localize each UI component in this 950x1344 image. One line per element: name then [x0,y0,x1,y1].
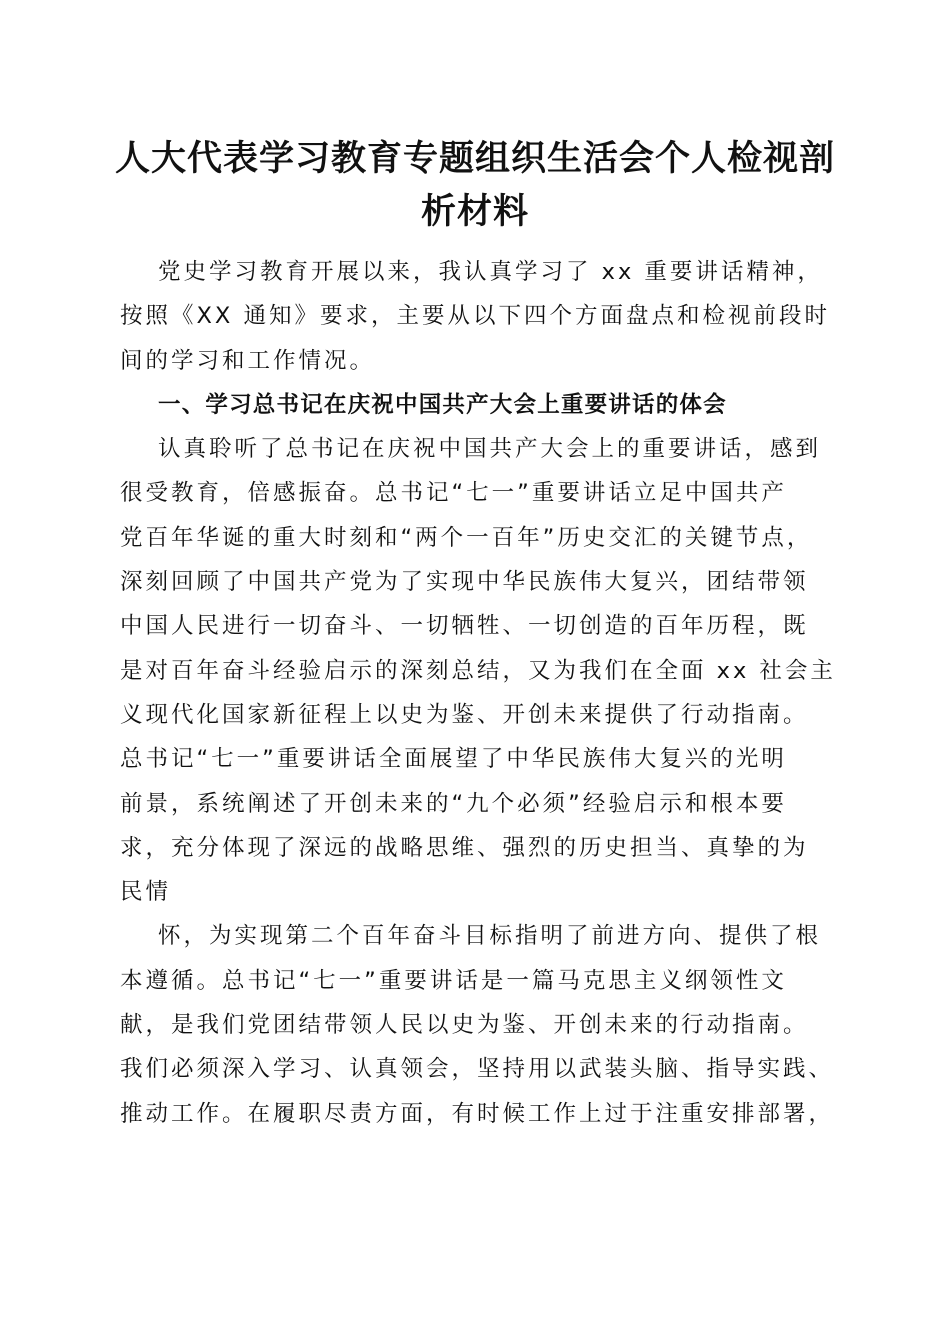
body-line: 间的学习和工作情况。 [120,347,376,374]
body-line: 怀，为实现第二个百年奋斗目标指明了前进方向、提供了根 [158,923,822,950]
body-line: 中国人民进行一切奋斗、一切牺牲、一切创造的百年历程，既 [120,613,809,640]
body-line: 民情 [120,879,172,906]
body-line: 党史学习教育开展以来，我认真学习了 xx 重要讲话精神， [158,259,823,285]
title-line-1: 人大代表学习教育专题组织生活会个人检视剖 [114,138,835,179]
body-line: 我们必须深入学习、认真领会，坚持用以武装头脑、指导实践、 [120,1056,835,1083]
body-line: 本遵循。总书记“七一”重要讲话是一篇马克思主义纲领性文 [120,967,787,994]
document-title [110,132,840,238]
document-body [120,250,840,1136]
body-line: 总书记“七一”重要讲话全面展望了中华民族伟大复兴的光明 [120,746,787,773]
body-line: 很受教育，倍感振奋。总书记“七一”重要讲话立足中国共产 [120,480,787,507]
title-line-2: 析材料 [420,191,529,232]
body-line: 求，充分体现了深远的战略思维、强烈的历史担当、真挚的为 [120,834,809,861]
body-line: 认真聆听了总书记在庆祝中国共产大会上的重要讲话，感到 [158,436,822,463]
body-line: 按照《XX 通知》要求，主要从以下四个方面盘点和检视前段时 [120,303,830,330]
body-line: 推动工作。在履职尽责方面，有时候工作上过于注重安排部署， [120,1100,835,1127]
body-line: 献，是我们党团结带领人民以史为鉴、开创未来的行动指南。 [120,1012,809,1039]
section-heading: 一、学习总书记在庆祝中国共产大会上重要讲话的体会 [158,391,727,418]
body-line: 前景，系统阐述了开创未来的“九个必须”经验启示和根本要 [120,790,787,817]
body-line: 党百年华诞的重大时刻和“两个一百年”历史交汇的关键节点， [120,524,813,551]
body-line: 是对百年奋斗经验启示的深刻总结，又为我们在全面 xx 社会主 [120,657,836,684]
body-line: 深刻回顾了中国共产党为了实现中华民族伟大复兴，团结带领 [120,569,809,596]
body-line: 义现代化国家新征程上以史为鉴、开创未来提供了行动指南。 [120,701,809,728]
